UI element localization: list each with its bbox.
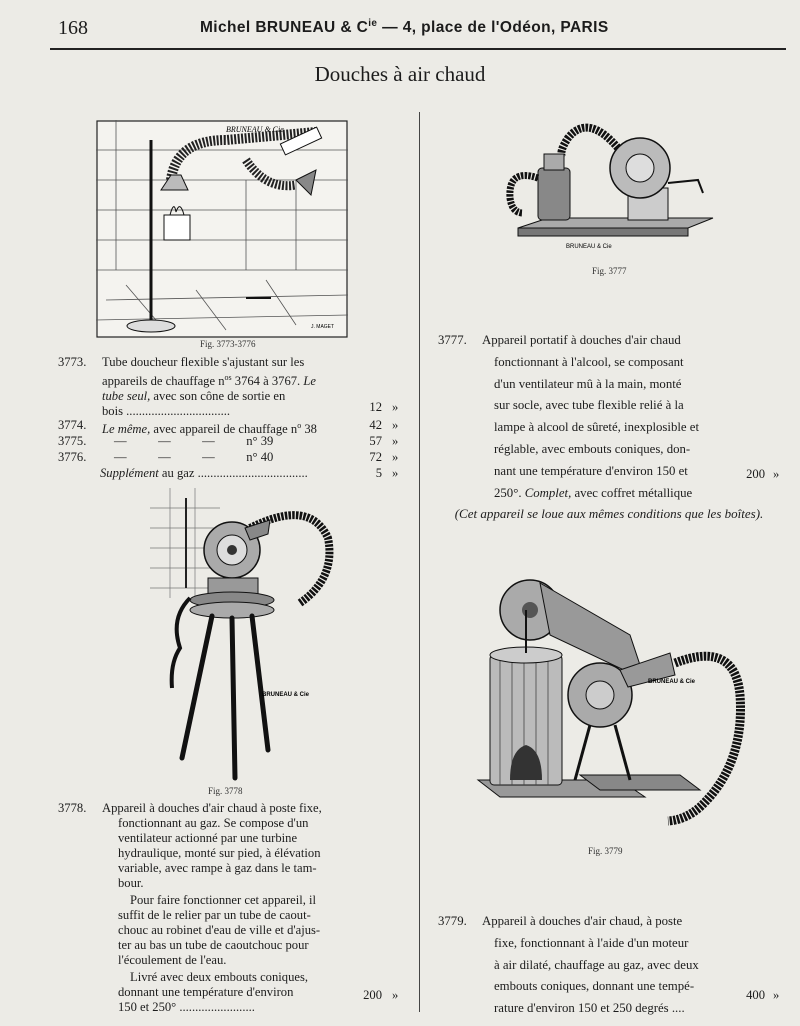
entry-number: 3777.	[438, 333, 467, 347]
entry-text-line: Appareil à douches d'air chaud, à poste	[482, 914, 683, 928]
price-unit: »	[392, 466, 399, 480]
price-value: 5	[375, 466, 382, 480]
entry-text-line: fixe, fonctionnant à l'aide d'un moteur	[494, 935, 689, 950]
price-unit: »	[392, 418, 399, 432]
price-value: 72	[369, 450, 382, 464]
entry-3778	[58, 801, 358, 1014]
price-value: 42	[369, 418, 382, 432]
entry-text-line: fonctionnant au gaz. Se compose d'un	[118, 816, 309, 830]
entry-text-line: 150 et 250° ........................	[118, 1000, 255, 1014]
price-unit: »	[392, 434, 399, 448]
figure-3777-illustration	[498, 118, 720, 252]
entry-text-line: Appareil portatif à douches d'air chaud	[482, 333, 681, 347]
figure-3773-illustration	[96, 120, 348, 338]
price-value: 57	[369, 434, 382, 448]
price-value: 12	[369, 400, 382, 414]
entry-text-line: Livré avec deux embouts coniques,	[130, 970, 309, 984]
rental-note: (Cet appareil se loue aux mêmes conditions que les boîtes).	[454, 506, 764, 521]
entry-text-line: l'écoulement de l'eau.	[118, 953, 227, 967]
entry-text-line: bois .................................	[102, 404, 231, 419]
entry-3773	[58, 355, 358, 419]
figure-3778-brand: BRUNEAU & Cie	[262, 692, 310, 698]
figure-3777-brand: BRUNEAU & Cie	[566, 244, 612, 250]
entry-text-line: hydraulique, monté sur pied, à élévation	[118, 846, 321, 860]
entry-text-line: chouc au robinet d'eau de ville et d'ajus-	[118, 923, 321, 937]
entry-text-line: fonctionnant à l'alcool, se composant	[494, 354, 684, 369]
entry-text-line: Pour faire fonctionner cet appareil, il	[130, 893, 317, 907]
price-value: 400	[746, 988, 765, 1002]
column-divider	[419, 112, 420, 1012]
price-unit: »	[392, 988, 399, 1002]
entry-number: 3773.	[58, 355, 87, 369]
running-title	[200, 18, 609, 37]
figure-3779-illustration	[470, 575, 755, 837]
section-title: Douches à air chaud	[314, 62, 486, 86]
figure-3777-caption: Fig. 3777	[592, 266, 627, 276]
entry-number: 3774.	[58, 418, 87, 432]
entry-text-line: embouts coniques, donnant une tempé-	[494, 979, 695, 994]
entry-text-line: réglable, avec embouts coniques, don-	[494, 441, 691, 456]
entry-3776: 3776. — — — n° 40	[58, 450, 274, 464]
price-unit: »	[392, 400, 399, 414]
entry-text-line: lampe à alcool de sûreté, inexplosible et	[494, 420, 700, 435]
supplement-label: Supplément	[100, 466, 159, 480]
entry-number: 3778.	[58, 801, 87, 815]
entry-text-line: variable, avec rampe à gaz dans le tam-	[118, 861, 317, 875]
figure-3773-brand: BRUNEAU & Cie	[226, 125, 284, 134]
figure-3779-caption: Fig. 3779	[588, 846, 623, 856]
entry-text-line: appareils de chauffage $n^{os}$ 3764 à 3767. Le	[102, 373, 316, 389]
entry-text-line: bour.	[118, 876, 144, 890]
running-header	[50, 14, 786, 50]
entry-3775: 3775. — — — n° 39	[58, 434, 274, 448]
price-unit: »	[773, 467, 780, 481]
price-unit: »	[392, 450, 399, 464]
figure-3773-signature: J. MAGET	[311, 324, 335, 330]
entry-number: 3776.	[58, 450, 87, 464]
entry-text-line: ter au bas un tube de caoutchouc pour	[118, 938, 309, 952]
publisher-name: Michel BRUNEAU & C	[200, 19, 369, 37]
page-number: 168	[58, 17, 88, 39]
figure-3779-brand: BRUNEAU & Cie	[648, 679, 696, 685]
figure-3778-illustration	[150, 488, 340, 784]
figure-3773-caption: Fig. 3773-3776	[200, 339, 256, 349]
entry-3774: 3774. Le même, avec appareil de chauffage $n^o$ 38	[58, 418, 317, 437]
entry-number: 3779.	[438, 914, 467, 928]
price-value: 200	[363, 988, 382, 1002]
entry-text-line: à air dilaté, chauffage au gaz, avec deux	[494, 957, 699, 972]
publisher-name-sup: ie	[368, 18, 378, 29]
entry-text-line: donnant une température d'environ	[118, 985, 294, 999]
price-value: 200	[746, 467, 765, 481]
entry-text-line: Appareil à douches d'air chaud à poste fixe,	[102, 801, 322, 815]
entry-text-line: rature d'environ 150 et 250 degrés ....	[494, 1001, 685, 1016]
entry-3779	[438, 911, 738, 1021]
price-unit: »	[773, 988, 780, 1002]
entry-text-line: tube seul, avec son cône de sortie en	[102, 389, 286, 404]
entry-text-line: suffit de le relier par un tube de caout-	[118, 908, 311, 922]
entry-text-line: Tube doucheur flexible s'ajustant sur les	[102, 355, 305, 369]
entry-3777	[438, 330, 738, 510]
entry-number: 3775.	[58, 434, 87, 448]
figure-3778-caption: Fig. 3778	[208, 786, 243, 796]
entry-text-line: ventilateur actionné par une turbine	[118, 831, 298, 845]
entry-text-line: sur socle, avec tube flexible relié à la	[494, 398, 684, 413]
supplement-gas: Supplément au gaz ...................................	[100, 466, 308, 480]
entry-text-line: d'un ventilateur mû à la main, monté	[494, 376, 682, 391]
entry-text-line: 250°. Complet, avec coffret métallique	[494, 485, 693, 500]
publisher-address: — 4, place de l'Odéon, PARIS	[377, 19, 609, 37]
entry-text-line: nant une température d'environ 150 et	[494, 463, 688, 478]
